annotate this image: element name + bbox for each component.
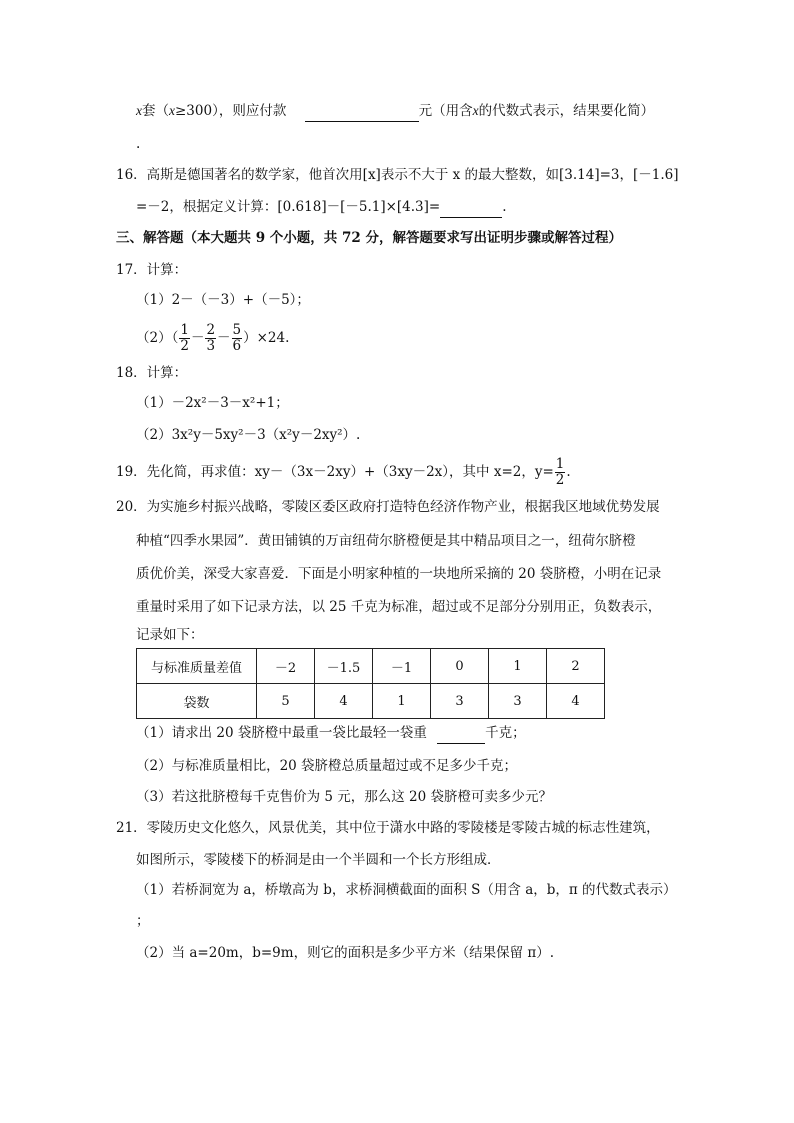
q16-line2: =－2，根据定义计算：[0.618]－[－5.1]×[4.3]= . (136, 197, 507, 218)
table-row (137, 649, 605, 684)
table-cell: 5 (257, 684, 315, 719)
q20-line2: 种植“四季水果园”．黄田铺镇的万亩纽荷尔脐橙便是其中精品项目之一，纽荷尔脐橙 (136, 533, 636, 549)
q18-part2: （2）3x²y－5xy²－3（x²y－2xy²）. (136, 427, 361, 443)
table-cell: －1 (373, 649, 431, 684)
table-cell: 4 (315, 684, 373, 719)
q19: 19．先化简，再求值：xy－（3x－2xy）+（3xy－2x），其中 x=2，y= $\frac{1}{2}$ . (116, 456, 571, 488)
fraction-2-3: $\frac{2}{3}$ (206, 322, 216, 354)
fraction-1-2: $\frac{1}{2}$ (180, 322, 189, 354)
table-cell: 4 (547, 684, 605, 719)
answer-blank-q20[interactable] (437, 723, 485, 744)
q21-line1: 21．零陵历史文化悠久，风景优美，其中位于潇水中路的零陵楼是零陵古城的标志性建筑， (116, 820, 660, 836)
fraction-1-2-q19: $\frac{1}{2}$ (555, 456, 565, 488)
weight-difference-table (136, 648, 605, 719)
table-cell: 2 (547, 649, 605, 684)
q20-line4: 重量时采用了如下记录方法，以 25 千克为标准，超过或不足部分分别用正，负数表示， (136, 599, 662, 615)
q16-line1: 16．高斯是德国著名的数学家，他首次用[x]表示不大于 x 的最大整数，如[3.14]=3，[－1.6] (116, 167, 679, 183)
q18-head: 18．计算： (116, 365, 188, 381)
q17-head: 17．计算： (116, 262, 188, 278)
q15-tail-line2: . (136, 136, 141, 152)
q20-line3: 质优价美，深受大家喜爱．下面是小明家种植的一块地所采摘的 20 袋脐橙，小明在记录 (136, 566, 662, 582)
table-cell: －1.5 (315, 649, 373, 684)
q20-part1: （1）请求出 20 袋脐橙中最重一袋比最轻一袋重 千克； (136, 723, 526, 744)
table-cell: 3 (489, 684, 547, 719)
q20-part3: （3）若这批脐橙每千克售价为 5 元，那么这 20 袋脐橙可卖多少元？ (136, 789, 553, 805)
q20-line5: 记录如下： (136, 627, 204, 643)
q17-part2: （2）（ $\frac{1}{2}$ － $\frac{2}{3}$ － $\frac{5}{6}$ ）×24. (136, 322, 290, 354)
q21-part1: （1）若桥洞宽为 a，桥墩高为 b，求桥洞横截面的面积 S（用含 a，b，π 的代数式表示） (136, 882, 677, 898)
answer-blank-q15[interactable] (305, 101, 419, 122)
answer-blank-q16[interactable] (440, 197, 502, 218)
table-cell: 3 (431, 684, 489, 719)
row-header: 袋数 (137, 684, 257, 719)
q20-part2: （2）与标准质量相比，20 袋脐橙总质量超过或不足多少千克； (136, 758, 518, 774)
q15-tail-line1: x套（x≥300），则应付款 元（用含x的代数式表示，结果要化简） (136, 101, 654, 122)
table-cell: 1 (373, 684, 431, 719)
q18-part1: （1）－2x²－3－x²+1； (136, 395, 289, 411)
q21-part2: （2）当 a=20m，b=9m，则它的面积是多少平方米（结果保留 π）. (136, 945, 555, 961)
table-cell: 0 (431, 649, 489, 684)
q20-line1: 20．为实施乡村振兴战略，零陵区委区政府打造特色经济作物产业，根据我区地域优势发展 (116, 499, 660, 515)
fraction-5-6: $\frac{5}{6}$ (232, 322, 242, 354)
q21-part1-tail: ； (136, 913, 150, 929)
q21-line2: 如图所示，零陵楼下的桥洞是由一个半圆和一个长方形组成． (136, 852, 501, 868)
row-header: 与标准质量差值 (137, 649, 257, 684)
table-cell: 1 (489, 649, 547, 684)
table-cell: －2 (257, 649, 315, 684)
q17-part1: （1）2－（－3）+（－5）； (136, 292, 310, 308)
section-heading: 三、解答题（本大题共 9 个小题，共 72 分，解答题要求写出证明步骤或解答过程） (116, 230, 622, 246)
table-row (137, 684, 605, 719)
